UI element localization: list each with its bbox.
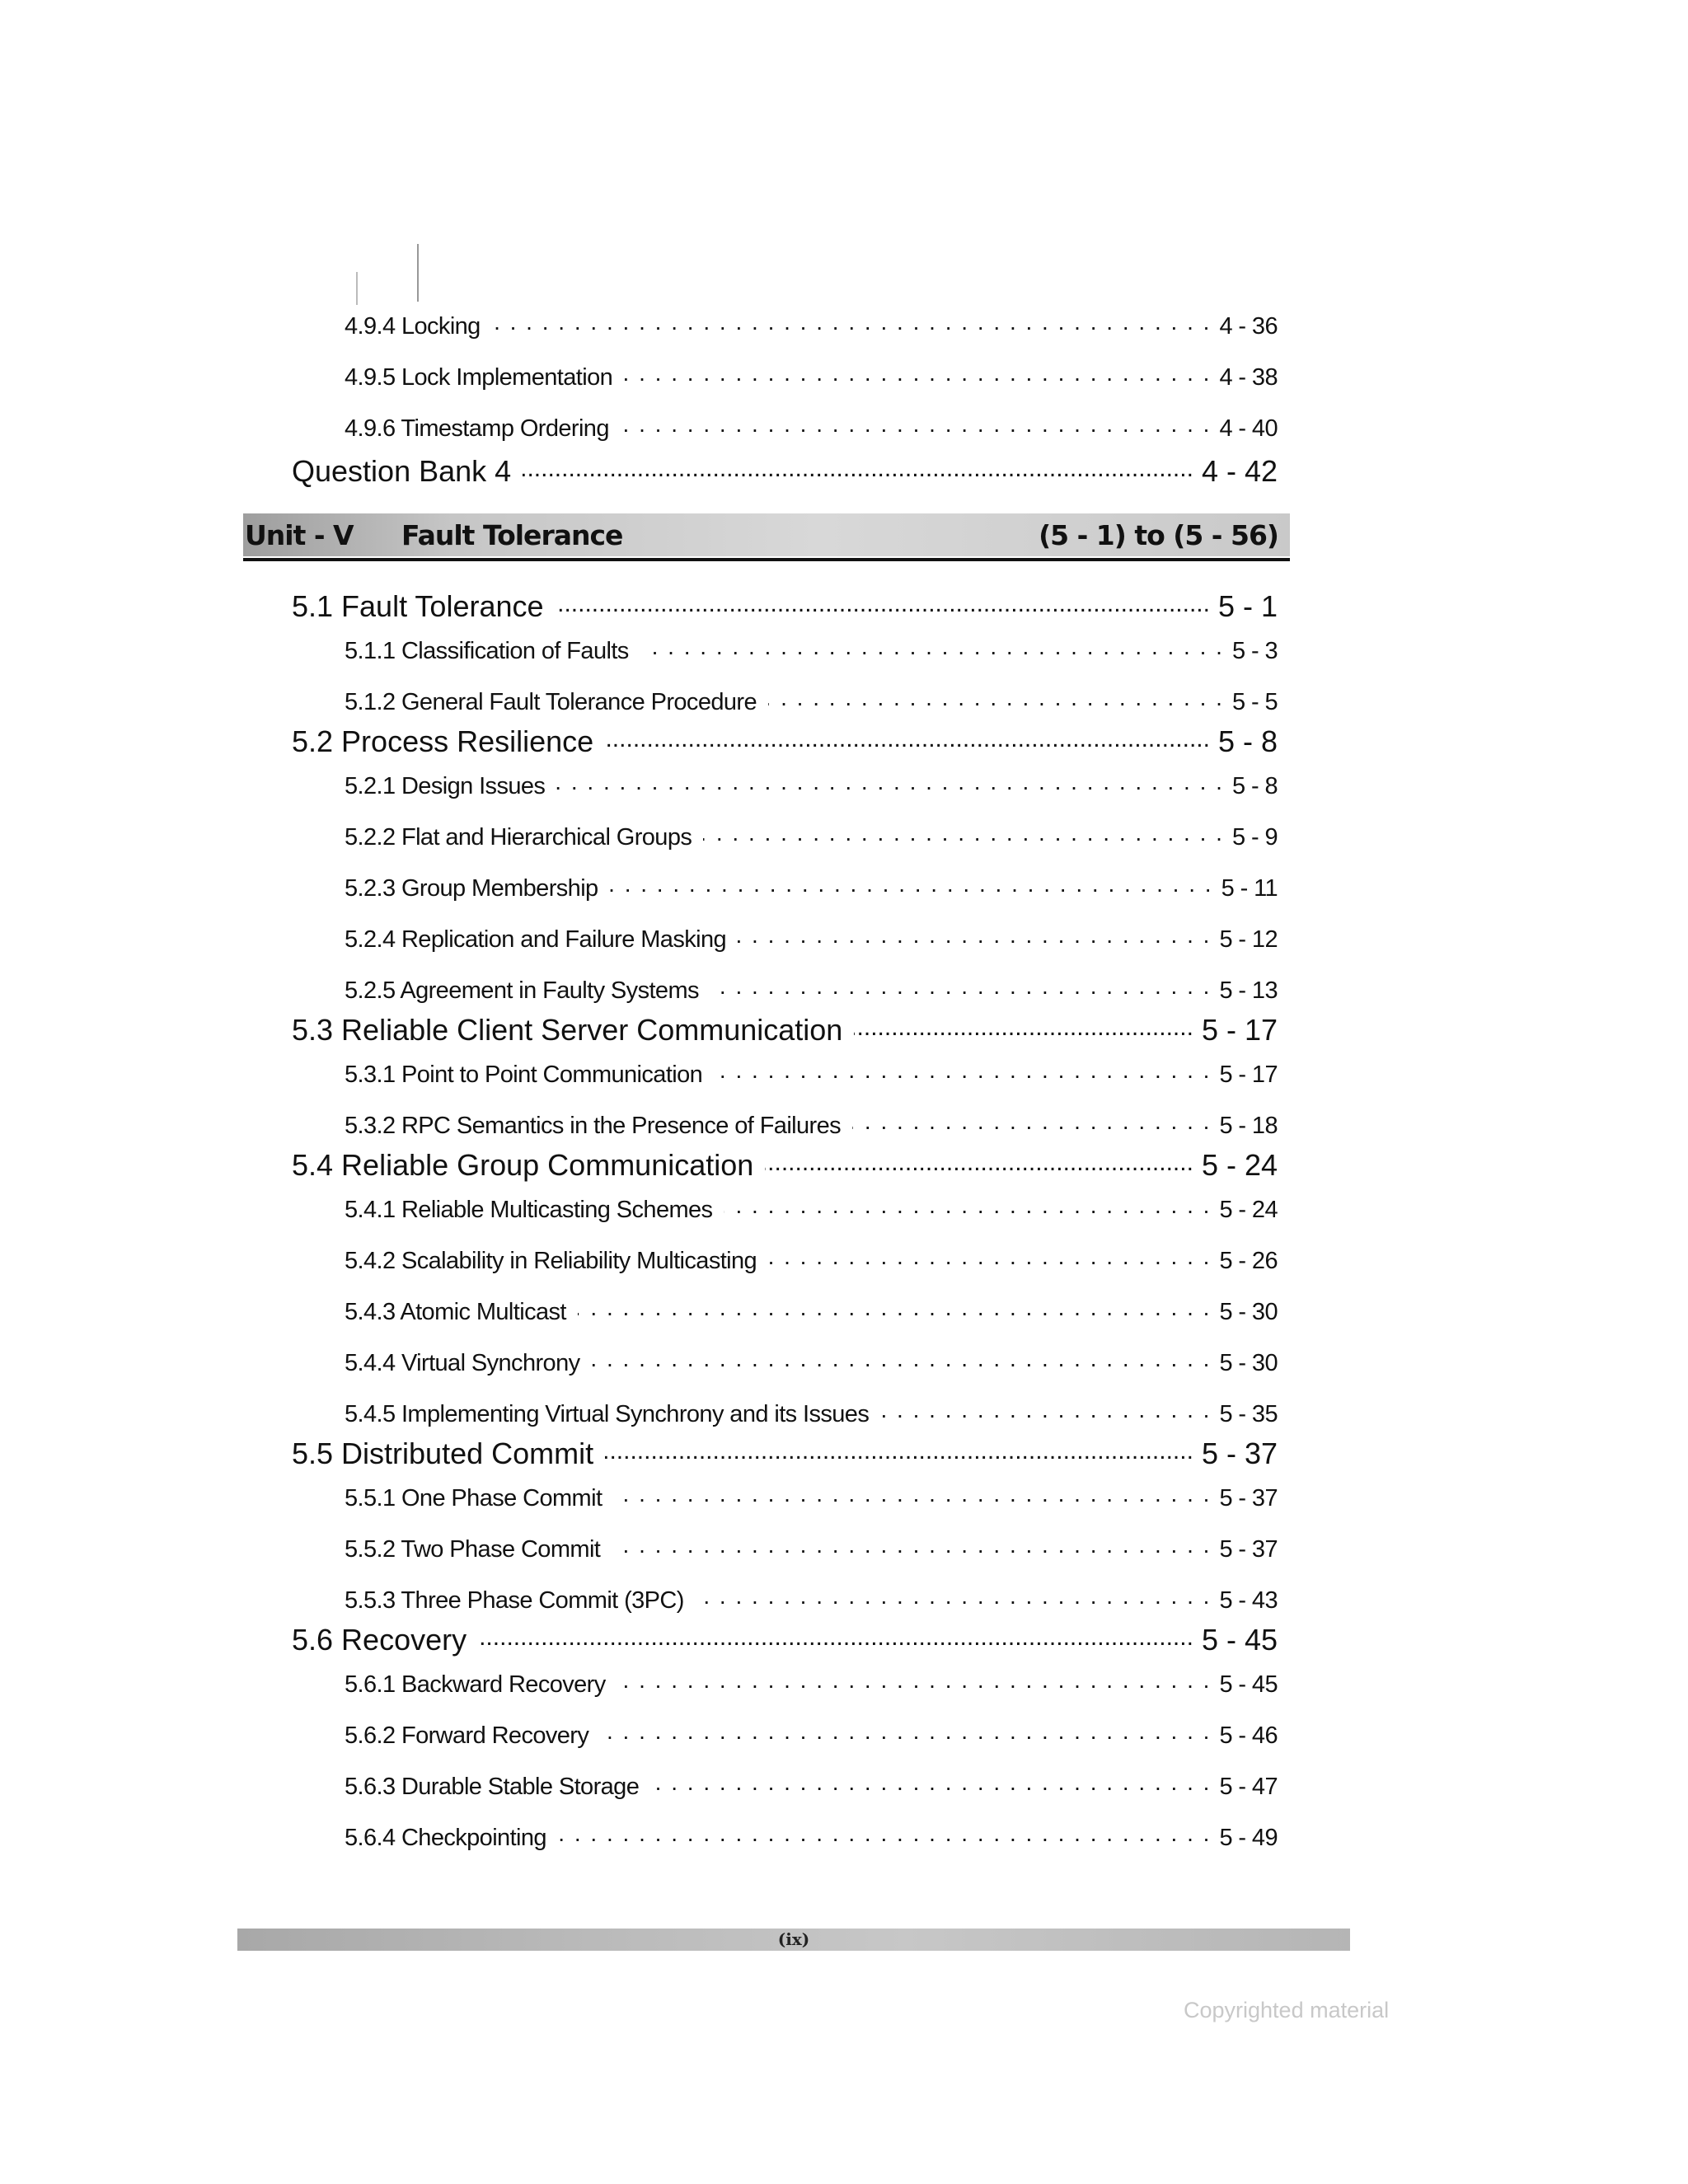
- footer-bar: [237, 1929, 1350, 1951]
- toc-section-title: 5.5 Distributed Commit: [292, 1436, 594, 1470]
- toc-entry-title: 5.3.2 RPC Semantics in the Presence of Failures: [345, 1113, 842, 1139]
- toc-section-page: 5 - 37: [1201, 1436, 1278, 1470]
- toc-entry-title: 5.4.3 Atomic Multicast: [345, 1299, 566, 1325]
- leader-dots: [556, 770, 1224, 794]
- leader-dots: [714, 1058, 1211, 1082]
- leader-dots: [640, 635, 1224, 658]
- leader-dots: [724, 1193, 1211, 1217]
- leader-dots: [765, 1146, 1193, 1175]
- toc-section-page: 5 - 8: [1217, 724, 1278, 758]
- page-number: (ix): [777, 1929, 810, 1949]
- leader-dots: [478, 1620, 1193, 1650]
- toc-entry-page: 5 - 37: [1219, 1485, 1278, 1511]
- toc-section[interactable]: [292, 1146, 1278, 1183]
- toc-section[interactable]: [292, 1620, 1278, 1658]
- toc-entry[interactable]: [345, 1296, 1278, 1329]
- scan-mark: [417, 244, 419, 302]
- leader-dots: [610, 872, 1213, 896]
- leader-dots: [621, 412, 1212, 436]
- toc-entry-page: 5 - 30: [1219, 1350, 1278, 1376]
- toc-entry[interactable]: [345, 821, 1278, 854]
- toc-entry[interactable]: [345, 1193, 1278, 1226]
- toc-entry[interactable]: [345, 1533, 1278, 1566]
- toc-section[interactable]: [292, 587, 1278, 625]
- toc-entry-title: 5.2.5 Agreement in Faulty Systems: [345, 977, 699, 1004]
- toc-entry-title: 5.2.2 Flat and Hierarchical Groups: [345, 824, 692, 851]
- toc-entry[interactable]: [345, 686, 1278, 719]
- scan-mark: [356, 272, 358, 305]
- leader-dots: [852, 1109, 1211, 1133]
- toc-entry-title: 5.5.1 One Phase Commit: [345, 1485, 603, 1511]
- leader-dots: [617, 1668, 1212, 1692]
- toc-entry-title: 4.9.6 Timestamp Ordering: [345, 415, 609, 442]
- toc-entry[interactable]: [345, 1584, 1278, 1617]
- leader-dots: [592, 1347, 1212, 1371]
- leader-dots: [696, 1584, 1212, 1608]
- toc-entry-page: 5 - 13: [1219, 977, 1278, 1004]
- question-bank-entry[interactable]: [292, 452, 1278, 490]
- leader-dots: [492, 310, 1212, 334]
- toc-entry-page: 4 - 38: [1219, 364, 1278, 391]
- leader-dots: [710, 974, 1212, 998]
- toc-entry-page: 5 - 37: [1219, 1536, 1278, 1563]
- toc-entry-page: 4 - 36: [1219, 313, 1278, 340]
- leader-dots: [738, 923, 1211, 947]
- unit-title: Fault Tolerance: [401, 518, 623, 551]
- toc-section-title: 5.3 Reliable Client Server Communication: [292, 1013, 843, 1047]
- toc-entry-title: 4.9.4 Locking: [345, 313, 481, 340]
- toc-entry-page: 5 - 8: [1231, 773, 1278, 799]
- toc-entry-title: 5.6.4 Checkpointing: [345, 1825, 546, 1851]
- toc-entry-title: 5.6.3 Durable Stable Storage: [345, 1774, 640, 1800]
- toc-section-page: 4 - 42: [1201, 454, 1278, 488]
- toc-entry-title: 4.9.5 Lock Implementation: [345, 364, 613, 391]
- toc-entry-page: 5 - 26: [1219, 1248, 1278, 1274]
- toc-entry[interactable]: [345, 635, 1278, 668]
- leader-dots: [605, 722, 1210, 752]
- unit-label: Unit - V: [245, 518, 354, 551]
- leader-dots: [523, 452, 1193, 481]
- leader-dots: [558, 1821, 1211, 1845]
- toc-section-title: 5.6 Recovery: [292, 1623, 467, 1657]
- toc-entry-page: 5 - 35: [1219, 1401, 1278, 1427]
- leader-dots: [650, 1770, 1211, 1794]
- toc-entry-page: 5 - 43: [1219, 1587, 1278, 1614]
- toc-entry[interactable]: [345, 1398, 1278, 1431]
- leader-dots: [703, 821, 1224, 845]
- toc-entry-title: 5.2.3 Group Membership: [345, 875, 598, 902]
- toc-entry-title: 5.6.1 Backward Recovery: [345, 1671, 606, 1698]
- toc-section[interactable]: [292, 722, 1278, 760]
- toc-entry[interactable]: [345, 1058, 1278, 1091]
- toc-section[interactable]: [292, 1434, 1278, 1472]
- toc-section[interactable]: [292, 1010, 1278, 1048]
- toc-entry[interactable]: [345, 872, 1278, 905]
- toc-section-title: 5.2 Process Resilience: [292, 724, 594, 758]
- toc-entry-page: 5 - 30: [1219, 1299, 1278, 1325]
- leader-dots: [624, 361, 1211, 385]
- toc-entry-page: 5 - 12: [1219, 926, 1278, 953]
- toc-entry-page: 5 - 18: [1219, 1113, 1278, 1139]
- toc-section-title: 5.4 Reliable Group Communication: [292, 1148, 754, 1182]
- toc-entry[interactable]: [345, 1719, 1278, 1752]
- toc-entry[interactable]: [345, 361, 1278, 394]
- toc-section-page: 5 - 17: [1201, 1013, 1278, 1047]
- toc-entry[interactable]: [345, 1109, 1278, 1142]
- toc-entry[interactable]: [345, 1668, 1278, 1701]
- leader-dots: [613, 1482, 1211, 1506]
- toc-entry-page: 4 - 40: [1219, 415, 1278, 442]
- toc-entry-title: 5.4.2 Scalability in Reliability Multicasting: [345, 1248, 757, 1274]
- leader-dots: [768, 686, 1224, 710]
- leader-dots: [768, 1244, 1211, 1268]
- toc-entry[interactable]: [345, 1482, 1278, 1515]
- leader-dots: [578, 1296, 1212, 1319]
- toc-entry[interactable]: [345, 770, 1278, 803]
- toc-entry[interactable]: [345, 310, 1278, 343]
- toc-entry[interactable]: [345, 412, 1278, 445]
- toc-entry-page: 5 - 11: [1221, 875, 1278, 902]
- toc-entry-title: 5.4.1 Reliable Multicasting Schemes: [345, 1197, 713, 1223]
- toc-section-title: 5.1 Fault Tolerance: [292, 589, 544, 623]
- leader-dots: [556, 587, 1210, 616]
- unit-underline: [243, 558, 1290, 561]
- toc-entry-page: 5 - 47: [1219, 1774, 1278, 1800]
- toc-entry-page: 5 - 5: [1231, 689, 1278, 715]
- toc-entry-page: 5 - 24: [1219, 1197, 1278, 1223]
- toc-entry[interactable]: [345, 1770, 1278, 1803]
- toc-entry-title: 5.2.1 Design Issues: [345, 773, 546, 799]
- leader-dots: [612, 1533, 1211, 1557]
- toc-entry-title: 5.6.2 Forward Recovery: [345, 1722, 589, 1749]
- toc-entry-title: 5.2.4 Replication and Failure Masking: [345, 926, 727, 953]
- toc-section-page: 5 - 1: [1217, 589, 1278, 623]
- toc-entry[interactable]: [345, 1821, 1278, 1854]
- toc-section-page: 5 - 45: [1201, 1623, 1278, 1657]
- toc-entry[interactable]: [345, 974, 1278, 1007]
- leader-dots: [880, 1398, 1211, 1422]
- toc-entry-page: 5 - 17: [1219, 1062, 1278, 1088]
- toc-entry-page: 5 - 46: [1219, 1722, 1278, 1749]
- leader-dots: [605, 1434, 1193, 1464]
- toc-entry-page: 5 - 49: [1219, 1825, 1278, 1851]
- toc-entry-title: 5.3.1 Point to Point Communication: [345, 1062, 703, 1088]
- toc-entry-title: 5.1.2 General Fault Tolerance Procedure: [345, 689, 757, 715]
- toc-entry-title: 5.5.3 Three Phase Commit (3PC): [345, 1587, 684, 1614]
- unit-header-bar[interactable]: [243, 513, 1290, 556]
- toc-entry-title: 5.4.5 Implementing Virtual Synchrony and its Issues: [345, 1401, 870, 1427]
- toc-entry-title: 5.5.2 Two Phase Commit: [345, 1536, 601, 1563]
- toc-entry[interactable]: [345, 923, 1278, 956]
- leader-dots: [600, 1719, 1211, 1743]
- toc-section-title: Question Bank 4: [292, 454, 512, 488]
- toc-entry-page: 5 - 3: [1231, 638, 1278, 664]
- toc-entry-page: 5 - 9: [1231, 824, 1278, 851]
- toc-entry-title: 5.1.1 Classification of Faults: [345, 638, 629, 664]
- toc-entry[interactable]: [345, 1244, 1278, 1277]
- unit-page-range: (5 - 1) to (5 - 56): [1039, 518, 1278, 551]
- toc-entry-page: 5 - 45: [1219, 1671, 1278, 1698]
- copyright-watermark: Copyrighted material: [1184, 1998, 1390, 2022]
- leader-dots: [854, 1010, 1193, 1040]
- toc-entry-title: 5.4.4 Virtual Synchrony: [345, 1350, 580, 1376]
- toc-section-page: 5 - 24: [1201, 1148, 1278, 1182]
- toc-entry[interactable]: [345, 1347, 1278, 1380]
